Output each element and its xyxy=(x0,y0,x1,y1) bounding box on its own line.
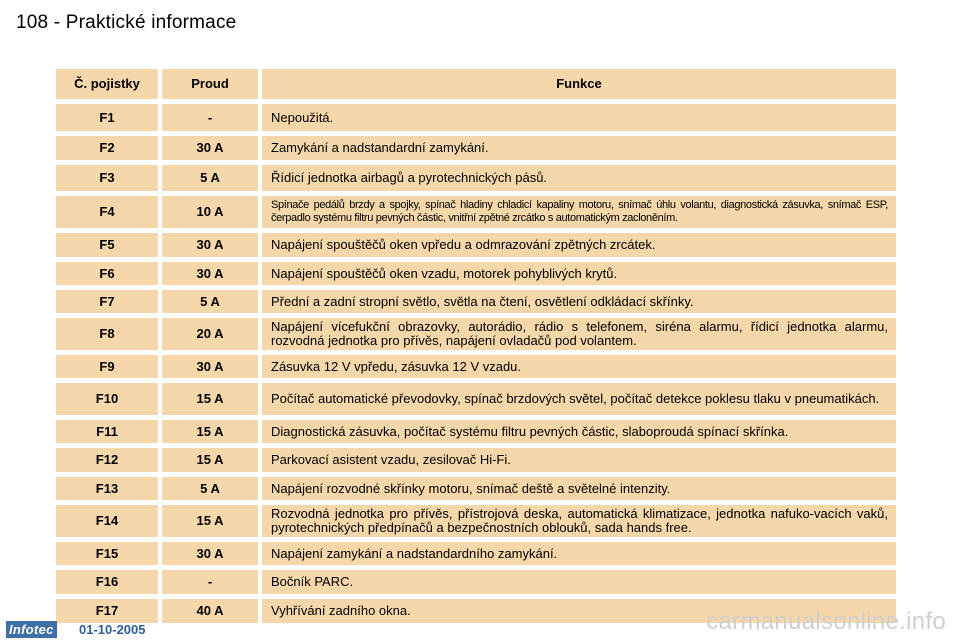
fuse-amperage: 15 A xyxy=(162,448,258,472)
fuse-amperage: 40 A xyxy=(162,599,258,623)
table-row xyxy=(56,477,896,500)
table-header-row xyxy=(56,69,896,99)
fuse-number: F9 xyxy=(56,355,158,378)
fuse-amperage: - xyxy=(162,104,258,131)
table-row xyxy=(56,355,896,378)
fuse-function: Nepoužitá. xyxy=(262,104,896,131)
fuse-table xyxy=(52,64,900,628)
table-row xyxy=(56,448,896,472)
fuse-number: F17 xyxy=(56,599,158,623)
infotec-logo: Infotec xyxy=(6,621,57,638)
table-row xyxy=(56,196,896,228)
fuse-function: Napájení zamykání a nadstandardního zamykání. xyxy=(262,542,896,565)
fuse-amperage: 30 A xyxy=(162,136,258,160)
column-header-fuse: Č. pojistky xyxy=(56,69,158,99)
table-row xyxy=(56,165,896,191)
fuse-amperage: 5 A xyxy=(162,165,258,191)
table-row xyxy=(56,420,896,443)
fuse-amperage: 30 A xyxy=(162,542,258,565)
table-row xyxy=(56,136,896,160)
fuse-function: Vyhřívání zadního okna. xyxy=(262,599,896,623)
fuse-amperage: 15 A xyxy=(162,383,258,415)
fuse-function: Spínače pedálů brzdy a spojky, spínač hladiny chladicí kapaliny motoru, snímač úhlu volantu, diagnostická zásuvka, snímač ESP, čerpadlo systému filtru pevných částic, vnitřní zpětné zrcátko s automatickým zacloněním. xyxy=(262,196,896,228)
fuse-number: F16 xyxy=(56,570,158,594)
fuse-function: Zásuvka 12 V vpředu, zásuvka 12 V vzadu. xyxy=(262,355,896,378)
fuse-number: F8 xyxy=(56,318,158,350)
page-title: 108 - Praktické informace xyxy=(16,12,237,33)
table-row xyxy=(56,262,896,285)
table-row xyxy=(56,570,896,594)
column-header-function: Funkce xyxy=(262,69,896,99)
table-row xyxy=(56,104,896,131)
fuse-function: Napájení rozvodné skřínky motoru, snímač deště a světelné intenzity. xyxy=(262,477,896,500)
table-row xyxy=(56,318,896,350)
fuse-amperage: 5 A xyxy=(162,290,258,313)
fuse-number: F14 xyxy=(56,505,158,537)
fuse-number: F2 xyxy=(56,136,158,160)
fuse-number: F6 xyxy=(56,262,158,285)
fuse-function: Zamykání a nadstandardní zamykání. xyxy=(262,136,896,160)
table-row xyxy=(56,505,896,537)
fuse-number: F10 xyxy=(56,383,158,415)
fuse-function: Počítač automatické převodovky, spínač brzdových světel, počítač detekce poklesu tlaku v pneumatikách. xyxy=(262,383,896,415)
fuse-rows xyxy=(56,104,896,623)
fuse-number: F7 xyxy=(56,290,158,313)
fuse-amperage: 15 A xyxy=(162,505,258,537)
fuse-function: Parkovací asistent vzadu, zesilovač Hi-Fi. xyxy=(262,448,896,472)
fuse-amperage: - xyxy=(162,570,258,594)
fuse-number: F5 xyxy=(56,233,158,257)
fuse-amperage: 10 A xyxy=(162,196,258,228)
column-header-amperage: Proud xyxy=(162,69,258,99)
fuse-function: Řídicí jednotka airbagů a pyrotechnických pásů. xyxy=(262,165,896,191)
fuse-amperage: 30 A xyxy=(162,233,258,257)
fuse-number: F4 xyxy=(56,196,158,228)
fuse-amperage: 30 A xyxy=(162,355,258,378)
fuse-number: F11 xyxy=(56,420,158,443)
fuse-function: Bočník PARC. xyxy=(262,570,896,594)
fuse-function: Diagnostická zásuvka, počítač systému filtru pevných částic, slaboproudá spínací skřínka. xyxy=(262,420,896,443)
table-row xyxy=(56,233,896,257)
table-row xyxy=(56,383,896,415)
fuse-function: Napájení spouštěčů oken vzadu, motorek pohyblivých krytů. xyxy=(262,262,896,285)
fuse-amperage: 30 A xyxy=(162,262,258,285)
fuse-number: F12 xyxy=(56,448,158,472)
table-row xyxy=(56,542,896,565)
fuse-amperage: 20 A xyxy=(162,318,258,350)
fuse-number: F15 xyxy=(56,542,158,565)
watermark: carmanualsonline.info xyxy=(706,608,946,635)
fuse-number: F13 xyxy=(56,477,158,500)
fuse-function: Rozvodná jednotka pro přívěs, přístrojová deska, automatická klimatizace, jednotka nafuko-vacích vaků, pyrotechnických předpínačů a bezpečnostních oblouků, sada hands free. xyxy=(262,505,896,537)
fuse-function: Přední a zadní stropní světlo, světla na čtení, osvětlení odkládací skřínky. xyxy=(262,290,896,313)
fuse-number: F1 xyxy=(56,104,158,131)
fuse-amperage: 5 A xyxy=(162,477,258,500)
fuse-function: Napájení spouštěčů oken vpředu a odmrazování zpětných zrcátek. xyxy=(262,233,896,257)
fuse-number: F3 xyxy=(56,165,158,191)
table-row xyxy=(56,290,896,313)
fuse-amperage: 15 A xyxy=(162,420,258,443)
fuse-function: Napájení vícefukční obrazovky, autorádio, rádio s telefonem, siréna alarmu, řídicí jednotka alarmu, rozvodná jednotka pro přívěs, napájení ovladačů pod volantem. xyxy=(262,318,896,350)
footer-date: 01-10-2005 xyxy=(79,622,146,637)
